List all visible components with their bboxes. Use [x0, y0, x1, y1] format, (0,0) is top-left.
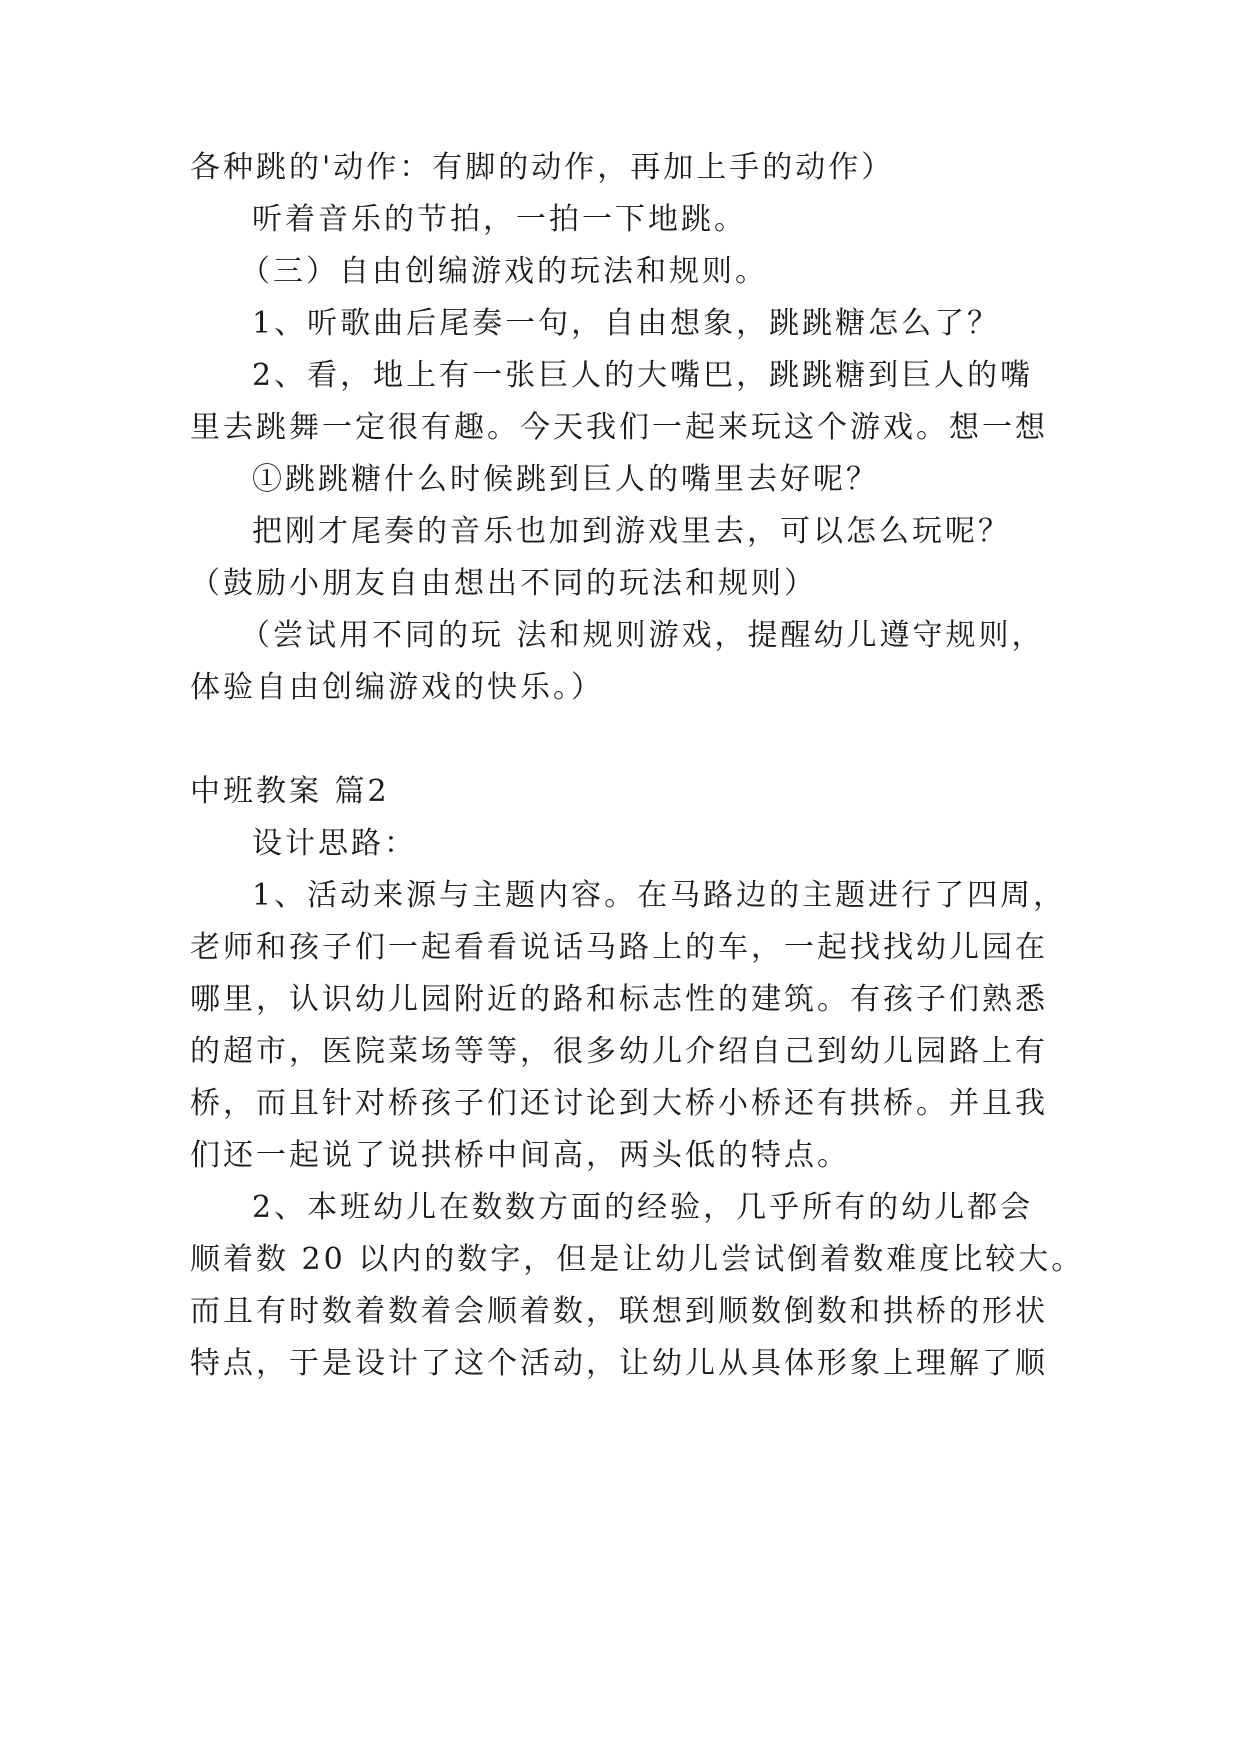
- paragraph-line: 的超市，医院菜场等等，很多幼儿介绍自己到幼儿园路上有: [190, 1034, 1048, 1069]
- paragraph-line: 各种跳的'动作：有脚的动作，再加上手的动作）: [190, 150, 895, 185]
- paragraph-line: 而且有时数着数着会顺着数，联想到顺数倒数和拱桥的形状: [190, 1294, 1048, 1329]
- paragraph-line: 特点，于是设计了这个活动，让幼儿从具体形象上理解了顺: [190, 1346, 1048, 1381]
- paragraph-line: 里去跳舞一定很有趣。今天我们一起来玩这个游戏。想一想: [190, 410, 1048, 445]
- paragraph-line: 老师和孩子们一起看看说话马路上的车，一起找找幼儿园在: [190, 930, 1048, 965]
- paragraph-line: 们还一起说了说拱桥中间高，两头低的特点。: [190, 1138, 850, 1173]
- paragraph-line: 把刚才尾奏的音乐也加到游戏里去，可以怎么玩呢？: [252, 514, 1011, 549]
- section-title: 中班教案 篇2: [190, 774, 390, 809]
- section-heading: （三）自由创编游戏的玩法和规则。: [240, 254, 768, 289]
- paragraph-line: 2、看，地上有一张巨人的大嘴巴，跳跳糖到巨人的嘴: [252, 358, 1034, 393]
- paragraph-line: 1、活动来源与主题内容。在马路边的主题进行了四周，: [252, 878, 1067, 913]
- paragraph-line: 2、本班幼儿在数数方面的经验，几乎所有的幼儿都会: [252, 1190, 1034, 1225]
- paragraph-line: 1、听歌曲后尾奏一句，自由想象，跳跳糖怎么了？: [252, 306, 1001, 341]
- paragraph-line: 哪里，认识幼儿园附近的路和标志性的建筑。有孩子们熟悉: [190, 982, 1048, 1017]
- subheading: 设计思路：: [252, 826, 417, 861]
- paragraph-line: ①跳跳糖什么时候跳到巨人的嘴里去好呢？: [252, 462, 879, 497]
- paragraph-line: 听着音乐的节拍，一拍一下地跳。: [252, 202, 747, 237]
- paragraph-line: （尝试用不同的玩 法和规则游戏，提醒幼儿遵守规则，: [240, 618, 1045, 653]
- paragraph-line: （鼓励小朋友自由想出不同的玩法和规则）: [190, 566, 817, 601]
- paragraph-line: 体验自由创编游戏的快乐。）: [190, 670, 604, 705]
- paragraph-line: 桥，而且针对桥孩子们还讨论到大桥小桥还有拱桥。并且我: [190, 1086, 1048, 1121]
- paragraph-line: 顺着数 20 以内的数字，但是让幼儿尝试倒着数难度比较大。: [190, 1242, 1085, 1277]
